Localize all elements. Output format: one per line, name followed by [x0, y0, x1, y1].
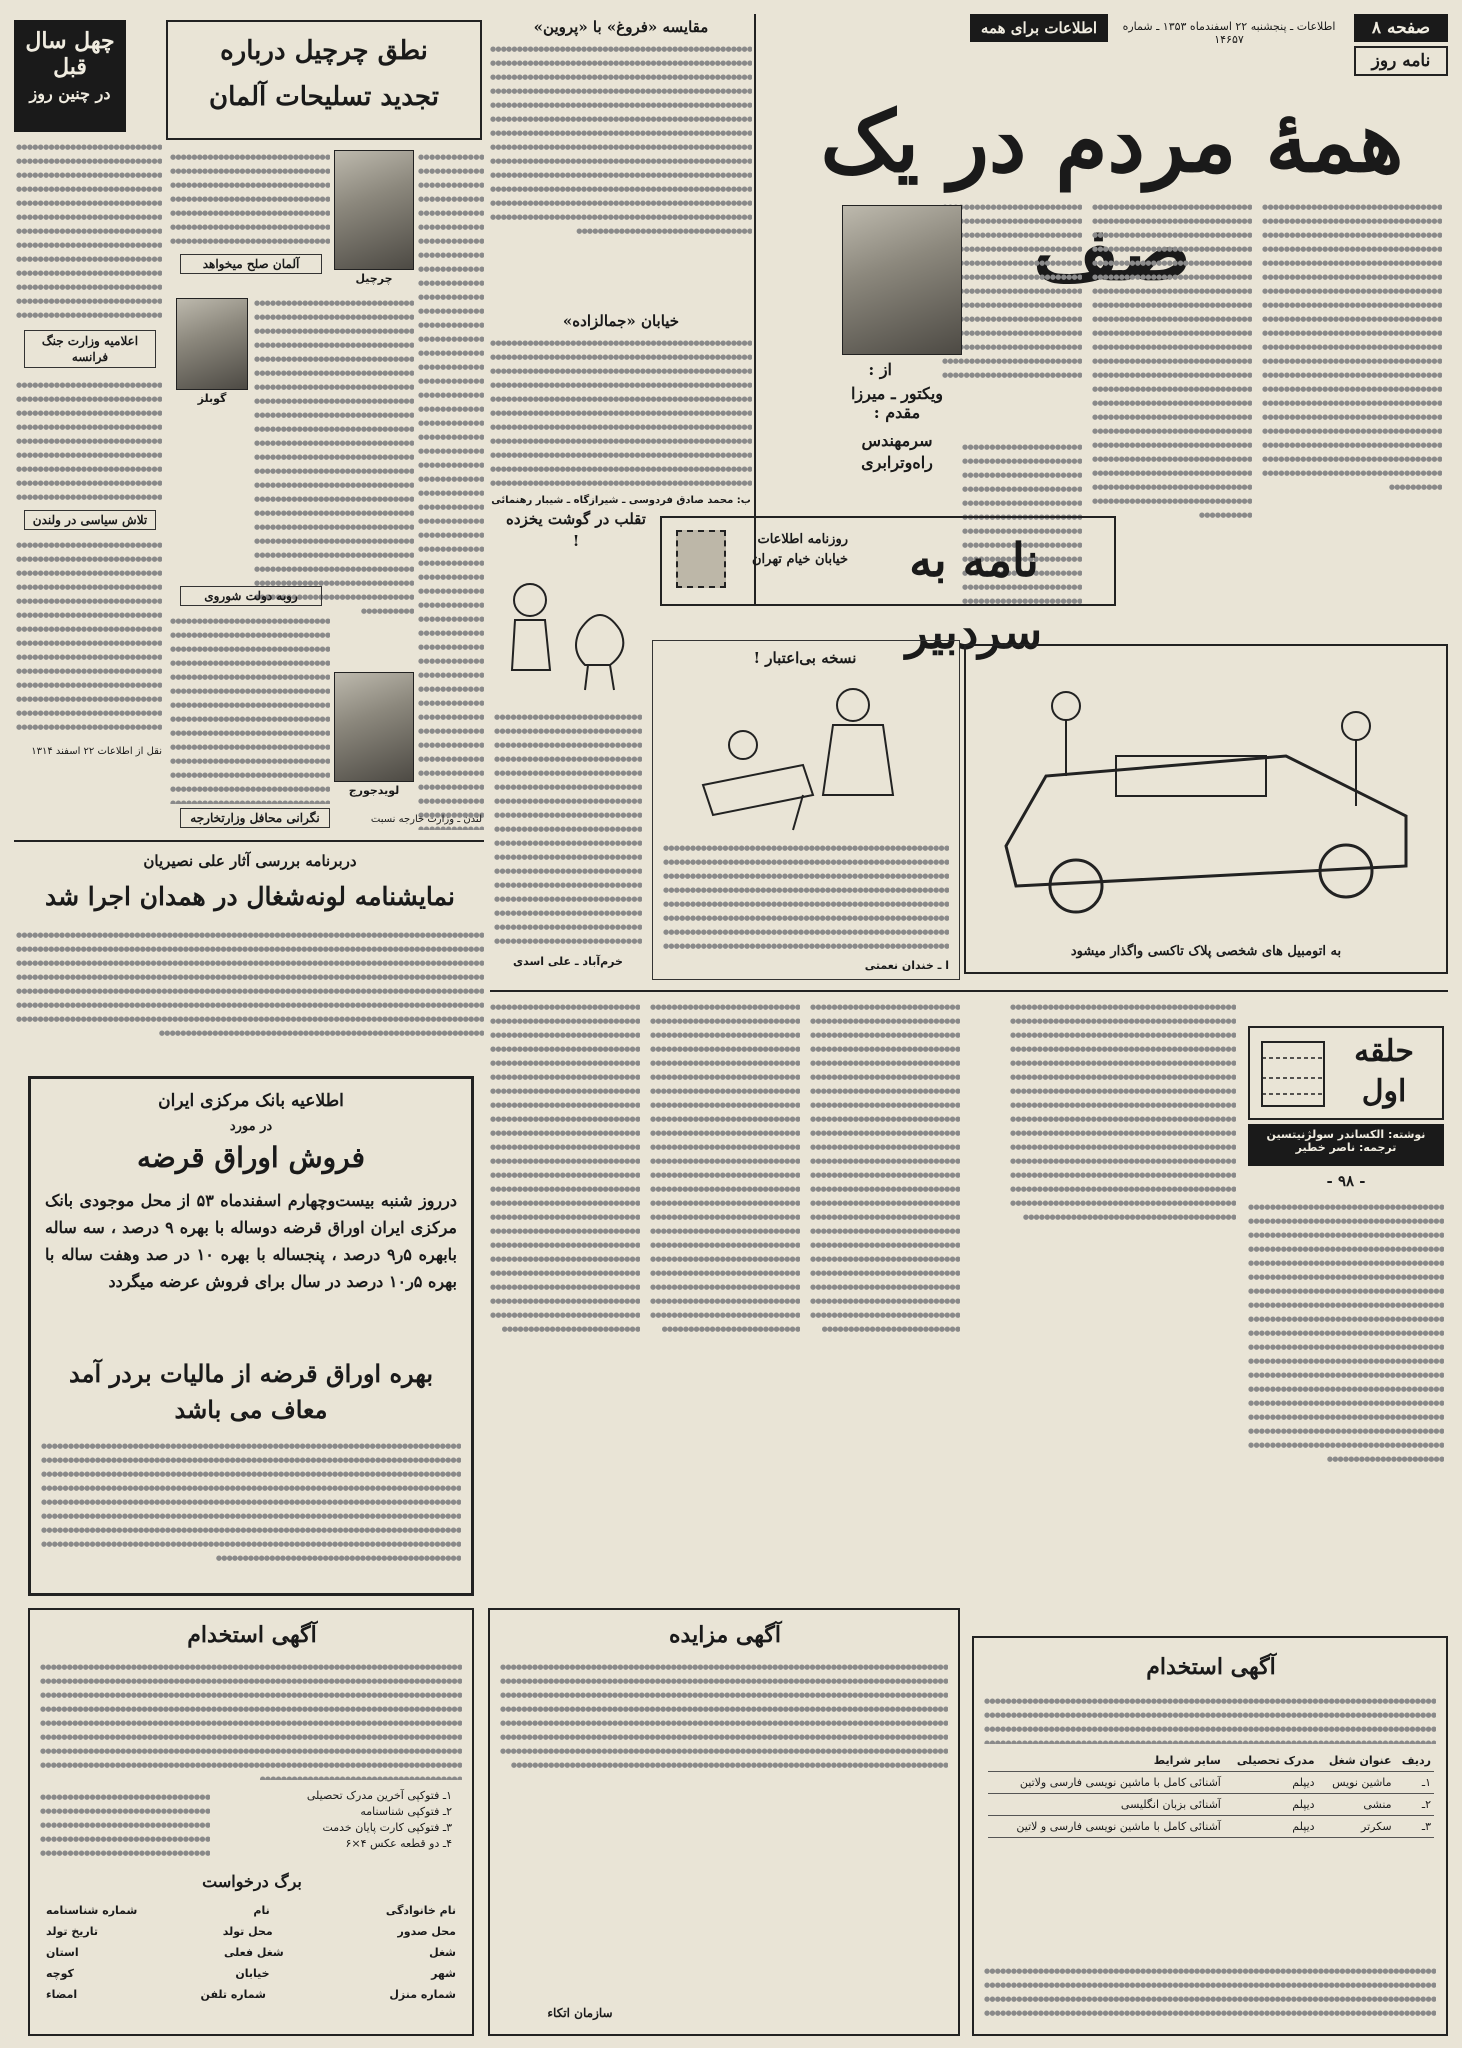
employment-left-body: [40, 1660, 462, 1780]
street-author: ب: محمد صادق فردوسی ـ شیرازگاه ـ شیبار رهنمائی: [491, 495, 751, 506]
auction-signature: سازمان اتکاء: [547, 2006, 613, 2020]
form-field: نام خانوادگی: [385, 1904, 456, 1917]
letters-title: نامه به سردبیر: [905, 533, 1043, 659]
employment-left-list: [222, 1788, 452, 1852]
section-badge: اطلاعات برای همه: [970, 14, 1108, 42]
novel-logo: [1248, 1026, 1444, 1120]
bank-notice: [28, 1076, 474, 1596]
author-prefix: از :: [868, 360, 892, 379]
hamadan-headline: نمایشنامه لونه‌شغال در همدان اجرا شد: [45, 882, 455, 911]
fraud-author: خرم‌آباد ـ علی اسدی: [513, 955, 623, 968]
comparison-title: مقایسه «فروغ» با «پروین»: [533, 18, 709, 36]
bank-title: اطلاعیه بانک مرکزی ایران: [158, 1091, 344, 1111]
employment-left: [28, 1608, 474, 2036]
bank-fine-print: [41, 1439, 461, 1579]
rule-mid-1: [490, 990, 1448, 992]
unreliable-author: ا ـ خندان نعمتی: [864, 959, 949, 972]
lead-body-col1: [1262, 200, 1442, 640]
novel-translator: ترجمه: ناصر خطیر: [1295, 1141, 1397, 1154]
employment-right: [972, 1636, 1448, 2036]
doctor-cartoon-icon: [683, 675, 933, 835]
form-field: شغل فعلی: [224, 1946, 284, 1959]
table-cell: ماشین نویس: [1318, 1772, 1395, 1794]
list-item: ۴ـ دو قطعه عکس ۴×۶: [345, 1837, 452, 1850]
goebbels-caption: گوبلز: [197, 392, 227, 405]
fraud-cartoon: [490, 560, 646, 700]
churchill-body-left: [170, 150, 330, 250]
table-cell: دیپلم: [1224, 1816, 1318, 1838]
table-cell: سکرتر: [1318, 1816, 1395, 1838]
churchill-caption: چرچیل: [355, 272, 393, 285]
form-field: شغل: [429, 1946, 456, 1959]
column-header: عنوان شغل: [1318, 1750, 1395, 1772]
cartoon-drawing-icon: [490, 560, 646, 700]
bank-body: درروز شنبه بیست‌وچهارم اسفندماه ۵۳ از محل موجودی بانک مرکزی ایران اوراق قرضه دوساله با بهره ۹ درصد ، سه ساله بابهره ۵ر۹ درصد ، پنجساله با بهره ۱۰ در صد وهفت ساله با بهره ۵ر۱۰ درصد در سال برای فروش عرضه میگردد: [45, 1191, 458, 1291]
goebbels-photo: [176, 298, 248, 390]
comparison-body: [490, 42, 752, 307]
form-field: شماره منزل: [389, 1988, 456, 2001]
employment-right-footer: [984, 1964, 1436, 2024]
churchill-dateline: لندن ـ وزارت خارجه نسبت: [370, 814, 482, 825]
table-cell: منشی: [1318, 1794, 1395, 1816]
table-cell: آشنائی کامل با ماشین نویسی فارسی و لاتین: [988, 1816, 1224, 1838]
unreliable-cartoon-box: [652, 640, 960, 980]
lead-body-col2: [1092, 200, 1252, 545]
column-header: مدرک تحصیلی: [1224, 1750, 1318, 1772]
forty-sub1: اعلامیه وزارت جنگ فرانسه: [24, 330, 156, 368]
novel-col-right: [1248, 1200, 1444, 1620]
form-field: امضاء: [46, 1988, 78, 2001]
column-name: نامه روز: [1354, 46, 1448, 76]
form-title: برگ درخواست: [202, 1872, 302, 1891]
bank-headline: فروش اوراق قرضه: [137, 1141, 365, 1174]
table-cell: آشنائی کامل با ماشین نویسی فارسی ولاتین: [988, 1772, 1224, 1794]
badge-line1: چهل سال: [25, 28, 115, 54]
forty-footnote: نقل از اطلاعات ۲۲ اسفند ۱۳۱۴: [31, 746, 162, 757]
car-cartoon-box: [964, 644, 1448, 974]
rule-left-1: [14, 840, 484, 842]
page-number-badge: صفحه ۸: [1354, 14, 1448, 42]
column-header: سایر شرایط: [988, 1750, 1224, 1772]
form-field: شماره شناسنامه: [46, 1904, 138, 1917]
form-field: شماره تلفن: [200, 1988, 266, 2001]
churchill-body-right: [418, 150, 484, 830]
churchill-sub3: نگرانی محافل وزارتخارجه: [180, 808, 330, 828]
badge-line3: در چنین روز: [29, 84, 111, 103]
auction-body: [500, 1660, 948, 2000]
novel-col-left: [1010, 1000, 1236, 1620]
lead-body-col3: [942, 200, 1082, 380]
form-field: کوچه: [46, 1967, 74, 1980]
unreliable-body: [663, 841, 949, 951]
table-cell: آشنائی بزبان انگلیسی: [988, 1794, 1224, 1816]
form-field: نام: [253, 1904, 270, 1917]
mid-article-col3: [810, 1000, 960, 1590]
lloyd-george-caption: لویدجورج: [348, 784, 400, 797]
table-cell: دیپلم: [1224, 1772, 1318, 1794]
author-title: سرمهندس راه‌وترابری: [861, 431, 933, 472]
forty-body-1: [16, 140, 162, 324]
car-cartoon-icon: [986, 666, 1426, 926]
table-cell: دیپلم: [1224, 1794, 1318, 1816]
lead-headline: همهٔ مردم در یک صف: [820, 92, 1404, 299]
table-cell: ۲ـ: [1395, 1794, 1434, 1816]
mid-article-col1: [490, 1000, 640, 1590]
issue-line: اطلاعات ـ پنجشنبه ۲۲ اسفندماه ۱۳۵۳ ـ شماره ۱۴۶۵۷: [1122, 20, 1336, 46]
author-photo: [842, 205, 962, 355]
auction-notice: [488, 1608, 960, 2036]
table-header-row: [988, 1750, 1434, 1772]
author-name: ویکتور ـ میرزا مقدم :: [850, 384, 944, 422]
street-body: [490, 336, 752, 494]
mid-article-col2: [650, 1000, 800, 1590]
employment-left-body2: [40, 1790, 210, 1860]
form-field: استان: [46, 1946, 79, 1959]
list-item: ۲ـ فتوکپی شناسنامه: [360, 1805, 452, 1818]
table-row: [988, 1816, 1434, 1838]
letters-address: روزنامه اطلاعات خیابان خیام تهران: [751, 532, 848, 567]
badge-line2: قبل: [53, 54, 87, 80]
forty-body-3: [16, 538, 162, 738]
list-item: ۱ـ فتوکپی آخرین مدرک تحصیلی: [306, 1789, 452, 1802]
novel-title-1: حلقه: [1354, 1034, 1414, 1069]
table-row: [988, 1794, 1434, 1816]
novel-episode: - ۹۸ -: [1326, 1172, 1366, 1190]
fraud-body: [494, 710, 642, 950]
table-cell: ۱ـ: [1395, 1772, 1434, 1794]
table-cell: ۳ـ: [1395, 1816, 1434, 1838]
hamadan-kicker: دربرنامه بررسی آثار علی نصیریان: [143, 852, 357, 870]
forty-years-badge: [14, 20, 126, 132]
list-item: ۳ـ فتوکپی کارت پایان خدمت: [322, 1821, 452, 1834]
street-title: خیابان «جمالزاده»: [562, 312, 680, 330]
form-field: شهر: [431, 1967, 456, 1980]
novel-credit: [1248, 1124, 1444, 1166]
car-caption: به اتومبیل های شخصی پلاک تاکسی واگذار میشود: [1070, 944, 1342, 959]
form-field: محل تولد: [222, 1925, 273, 1938]
table-row: [988, 1772, 1434, 1794]
form-field: محل صدور: [397, 1925, 456, 1938]
employment-left-title: آگهی استخدام: [187, 1622, 317, 1648]
churchill-headline-1: نطق چرچیل درباره: [220, 36, 428, 66]
bank-tax-line2: معاف می باشد: [174, 1395, 328, 1424]
unreliable-title: نسخه بی‌اعتبار !: [753, 649, 857, 667]
novel-title-2: اول: [1361, 1074, 1407, 1109]
form-field: خیابان: [235, 1967, 270, 1980]
forty-sub2: تلاش سیاسی در ولندن: [24, 510, 156, 530]
churchill-section: [166, 20, 482, 140]
lloyd-george-photo: [334, 672, 414, 782]
barbed-wire-icon: [1258, 1038, 1328, 1110]
stamp-icon: [676, 530, 726, 588]
employment-right-title: آگهی استخدام: [1146, 1654, 1276, 1680]
churchill-headline-2: تجدید تسلیحات آلمان: [209, 82, 439, 112]
churchill-sub2: روبه دولت شوروی: [180, 586, 322, 606]
churchill-body-left3: [170, 614, 330, 804]
bank-tax-line1: بهره اوراق قرضه از مالیات بردر آمد: [69, 1359, 433, 1388]
column-header: ردیف: [1395, 1750, 1434, 1772]
employment-right-table: [988, 1750, 1434, 1838]
employment-right-intro: [984, 1694, 1436, 1744]
novel-author: نوشته: الکساندر سولژنیتسین: [1266, 1128, 1426, 1141]
auction-title: آگهی مزایده: [669, 1622, 781, 1648]
application-form: [46, 1904, 456, 2001]
fraud-title: تقلب در گوشت یخزده !: [506, 510, 646, 550]
churchill-photo: [334, 150, 414, 270]
form-field: تاریخ تولد: [46, 1925, 99, 1938]
bank-subtitle: در مورد: [229, 1119, 273, 1134]
churchill-sub1: آلمان صلح میخواهد: [180, 254, 322, 274]
forty-body-2: [16, 378, 162, 506]
hamadan-body: [16, 928, 484, 1040]
